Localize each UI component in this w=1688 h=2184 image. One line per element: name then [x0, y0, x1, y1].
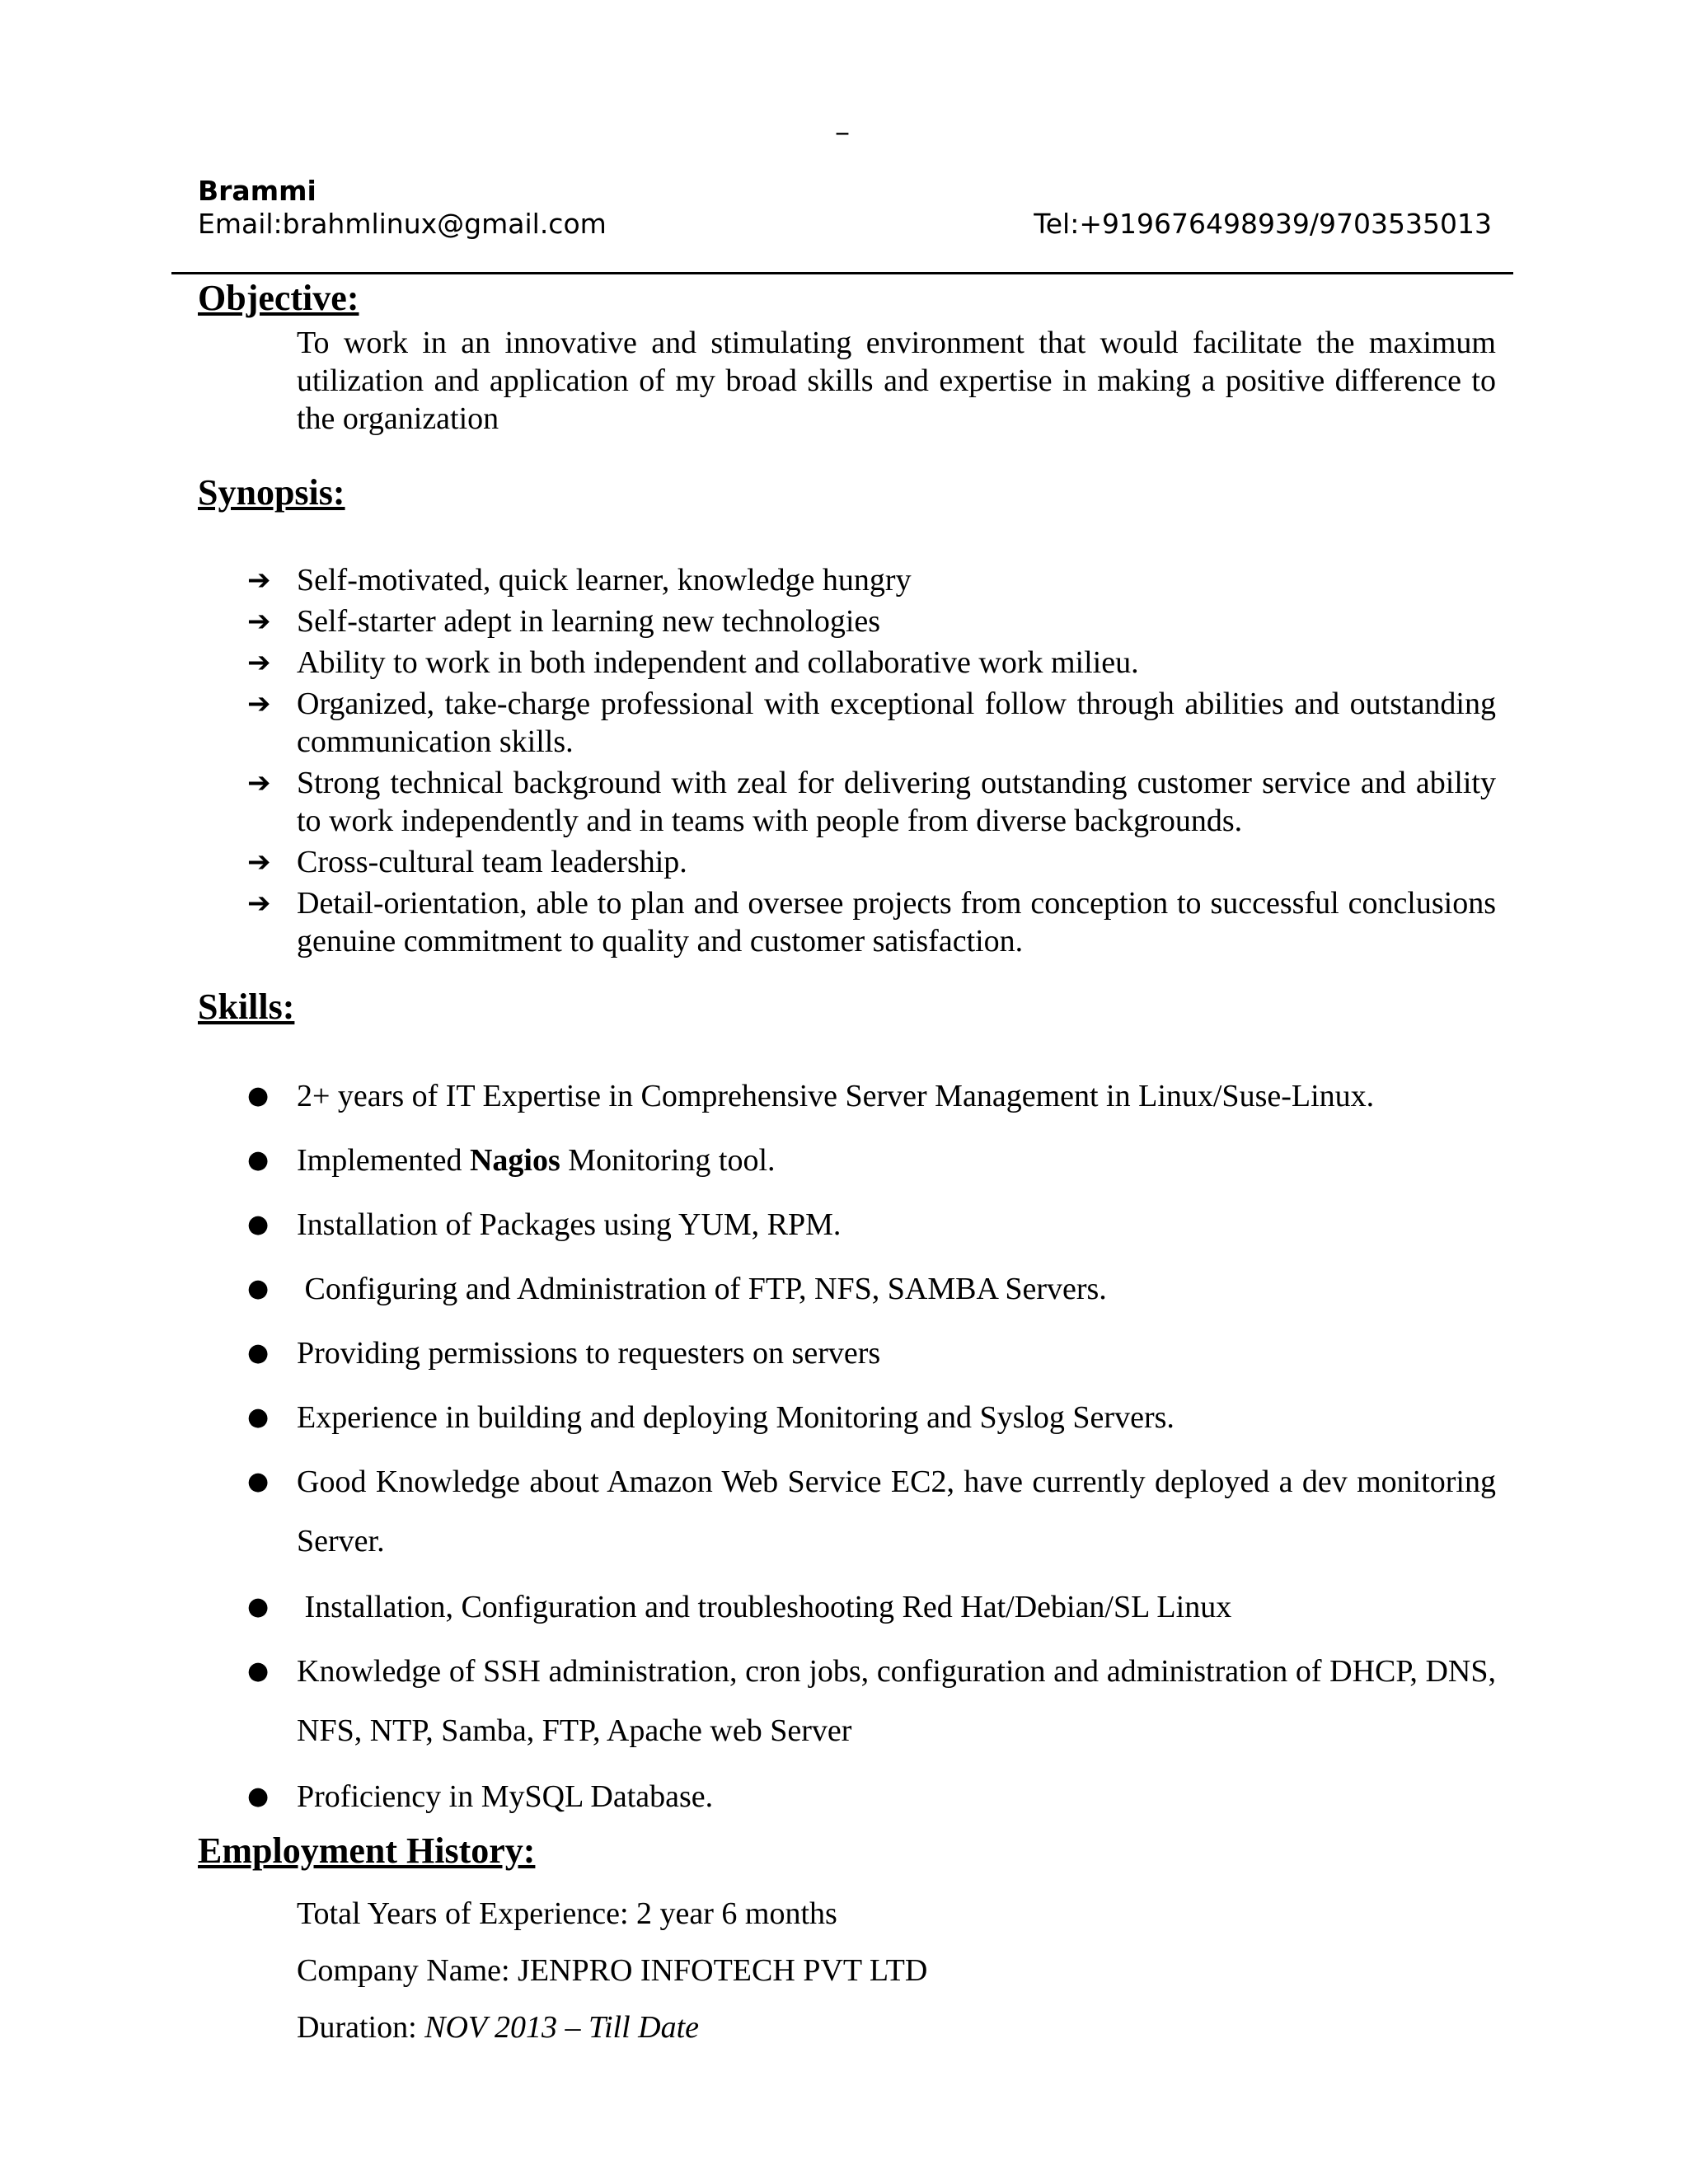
skill-item: ● Installation of Packages using YUM, RPM.	[247, 1195, 1496, 1254]
bullet-icon: ●	[247, 1081, 270, 1110]
arrow-bullet-icon: ➔	[247, 605, 271, 638]
skill-item: ● Configuring and Administration of FTP, NFS, SAMBA Servers.	[247, 1259, 1496, 1319]
bullet-icon: ●	[247, 1338, 270, 1367]
objective-text: To work in an innovative and stimulating environment that would facilitate the maximum utilization and application of my broad skills and expertise in making a positive difference to the organization	[297, 326, 1496, 436]
arrow-bullet-icon: ➔	[247, 646, 271, 679]
employment-heading: Employment History:	[198, 1830, 536, 1871]
synopsis-item: ➔ Strong technical background with zeal for delivering outstanding customer service and ability to work independently and in teams with people from diverse backgrounds.	[247, 766, 1496, 838]
arrow-bullet-icon: ➔	[247, 846, 271, 879]
skill-item: ● Knowledge of SSH administration, cron jobs, configuration and administration of DHCP, DNS, NFS, NTP, Samba, FTP, Apache web Server	[247, 1642, 1496, 1760]
phone-text: Tel:+919676498939/9703535013	[1034, 208, 1492, 240]
skill-item: ● 2+ years of IT Expertise in Comprehensive Server Management in Linux/Suse-Linux.	[247, 1066, 1496, 1126]
bullet-icon: ●	[247, 1782, 270, 1811]
total-experience: Total Years of Experience: 2 year 6 months	[297, 1896, 837, 1931]
objective-heading: Objective:	[198, 278, 359, 318]
email-text: Email:brahmlinux@gmail.com	[198, 208, 607, 240]
synopsis-list	[247, 561, 1496, 963]
duration-label: Duration:	[297, 2010, 425, 2045]
synopsis-item: ➔ Cross-cultural team leadership.	[247, 845, 687, 879]
skill-item: ● Experience in building and deploying Monitoring and Syslog Servers.	[247, 1388, 1496, 1447]
arrow-bullet-icon: ➔	[247, 687, 271, 720]
synopsis-item: ➔ Self-starter adept in learning new technologies	[247, 604, 881, 639]
arrow-bullet-icon: ➔	[247, 887, 271, 920]
bullet-icon: ●	[247, 1274, 270, 1303]
duration-line	[297, 2009, 699, 2046]
header-divider	[171, 272, 1513, 274]
nagios-bold: Nagios	[469, 1143, 560, 1178]
contact-line	[198, 208, 1492, 240]
bullet-icon: ●	[247, 1592, 270, 1621]
bullet-icon: ●	[247, 1657, 270, 1685]
bullet-icon: ●	[247, 1467, 270, 1496]
candidate-name: Brammi	[198, 175, 316, 207]
synopsis-item: ➔ Organized, take-charge professional with exceptional follow through abilities and outstanding communication skills.	[247, 687, 1496, 759]
skills-heading: Skills:	[198, 987, 295, 1027]
bullet-icon: ●	[247, 1403, 270, 1432]
arrow-bullet-icon: ➔	[247, 564, 271, 597]
skill-item: ● Installation, Configuration and troubleshooting Red Hat/Debian/SL Linux	[247, 1577, 1496, 1637]
bullet-icon: ●	[247, 1146, 270, 1174]
company-name: Company Name: JENPRO INFOTECH PVT LTD	[297, 1953, 928, 1988]
bullet-icon: ●	[247, 1210, 270, 1239]
synopsis-item: ➔ Detail-orientation, able to plan and oversee projects from conception to successful conclusions genuine commitment to quality and customer satisfaction.	[247, 886, 1496, 958]
synopsis-item: ➔ Self-motivated, quick learner, knowledge hungry	[247, 563, 912, 598]
skill-item: ● Providing permissions to requesters on servers	[247, 1324, 1496, 1383]
arrow-bullet-icon: ➔	[247, 766, 271, 799]
skill-item: ● Good Knowledge about Amazon Web Service EC2, have currently deployed a dev monitoring Server.	[247, 1452, 1496, 1571]
synopsis-heading: Synopsis:	[198, 472, 345, 513]
synopsis-item: ➔ Ability to work in both independent and collaborative work milieu.	[247, 645, 1139, 680]
skill-item: ● Proficiency in MySQL Database.	[247, 1767, 1496, 1826]
skill-item: ● Implemented Nagios Monitoring tool.	[247, 1131, 1496, 1190]
header-dash: –	[835, 115, 850, 149]
duration-value: NOV 2013 – Till Date	[424, 2010, 700, 2045]
